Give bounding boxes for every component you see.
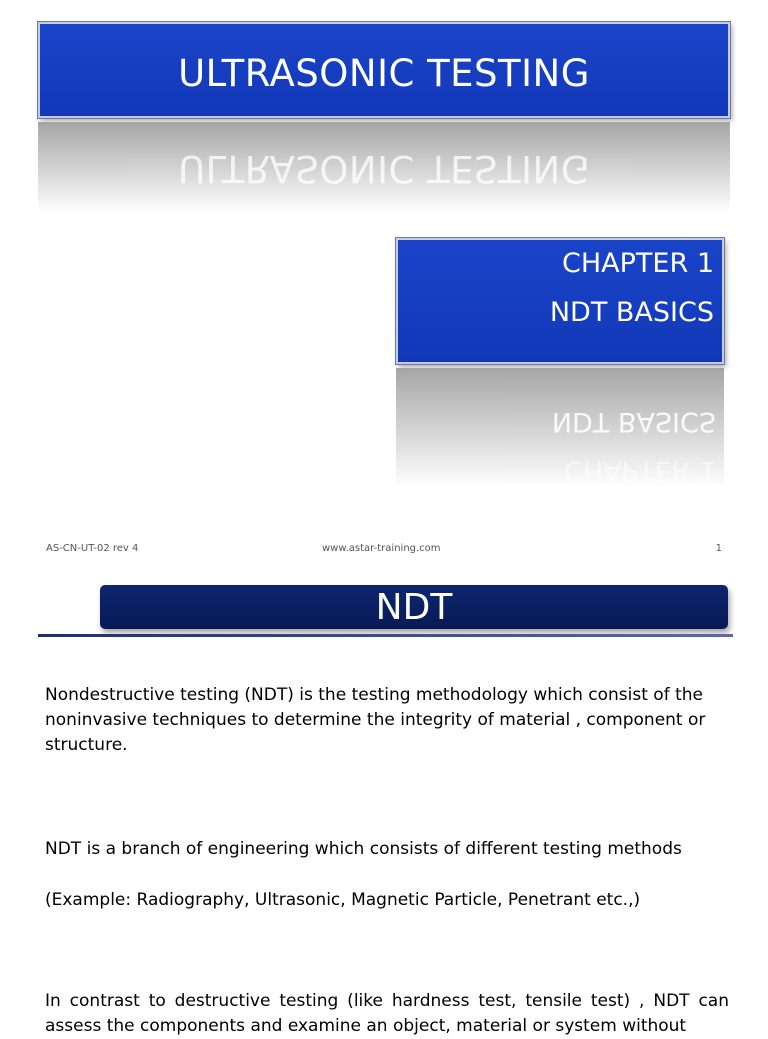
footer-page-number: 1 <box>715 543 722 554</box>
title-reflection <box>38 122 730 218</box>
paragraph-examples: (Example: Radiography, Ultrasonic, Magnetic Particle, Penetrant etc.,) <box>45 890 641 910</box>
chapter-reflection-subtitle: NDT BASICS <box>551 406 716 437</box>
title-banner <box>38 22 730 118</box>
paragraph-contrast: In contrast to destructive testing (like hardness test, tensile test) , NDT can assess the components and examine an object, material or system without <box>45 991 729 1036</box>
ndt-heading-bar <box>100 585 728 629</box>
slide-title: ULTRASONIC TESTING <box>178 52 590 95</box>
heading-divider <box>38 634 733 637</box>
paragraph-definition: Nondestructive testing (NDT) is the testing methodology which consist of the noninvasive techniques to determine the integrity of material , component or structure. <box>45 685 706 755</box>
chapter-reflection <box>396 368 724 494</box>
chapter-label: CHAPTER 1 <box>562 248 714 279</box>
footer-doc-code: AS-CN-UT-02 rev 4 <box>46 543 139 554</box>
paragraph-branch: NDT is a branch of engineering which consists of different testing methods <box>45 839 682 859</box>
slide-2 <box>0 576 768 1036</box>
chapter-banner <box>396 238 724 364</box>
chapter-subtitle: NDT BASICS <box>549 297 714 328</box>
ndt-heading: NDT <box>375 586 453 628</box>
footer-website: www.astar-training.com <box>322 543 441 554</box>
chapter-reflection-label: CHAPTER 1 <box>564 455 716 486</box>
title-reflection-text: ULTRASONIC TESTING <box>178 147 590 190</box>
